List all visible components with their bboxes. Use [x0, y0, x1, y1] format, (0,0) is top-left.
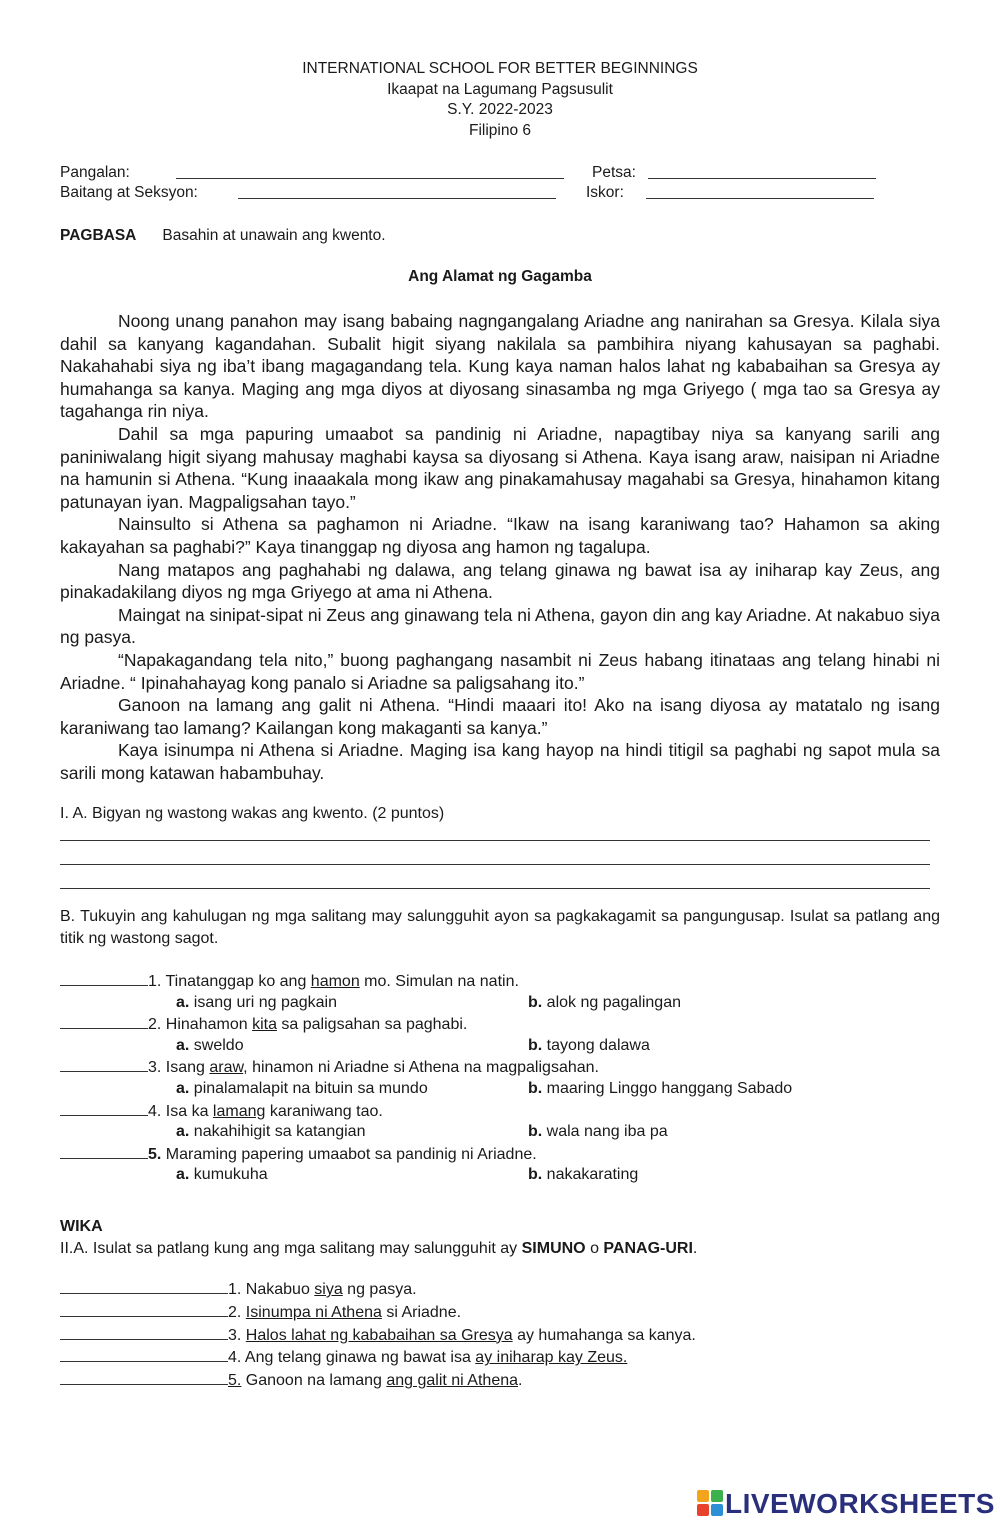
- underlined-word: kita: [252, 1016, 277, 1034]
- question-item: [60, 1100, 940, 1123]
- reading-heading: PAGBASA: [60, 227, 137, 244]
- name-field[interactable]: [176, 178, 564, 179]
- wika-item: 2. Isinumpa ni Athena si Ariadne.: [60, 1301, 696, 1324]
- score-label: Iskor:: [586, 184, 624, 201]
- choices-row: [60, 1079, 940, 1100]
- choice-b: b. alok ng pagalingan: [528, 993, 681, 1011]
- item-number: 1.: [148, 973, 162, 990]
- choice-a: a. isang uri ng pagkain: [176, 993, 337, 1011]
- wika-instruction: II.A. Isulat sa patlang kung ang mga salitang may salungguhit ay SIMUNO o PANAG-URI.: [60, 1240, 698, 1257]
- item-number: 5.: [148, 1145, 162, 1163]
- date-label: Petsa:: [592, 164, 636, 181]
- underlined-word: hamon: [310, 973, 360, 990]
- grade-section-field[interactable]: [238, 198, 556, 199]
- item-text: Tinatanggap ko ang: [161, 973, 311, 990]
- liveworksheets-logo: [697, 1487, 995, 1524]
- item-text: Hinahamon: [161, 1016, 253, 1034]
- answer-blank[interactable]: [60, 1100, 148, 1116]
- item-text: sa paligsahan sa paghabi.: [276, 1016, 468, 1034]
- story-paragraph: Ganoon na lamang ang galit ni Athena. “Hindi maaari ito! Ako na isang diyosa ay matatalo ng isang karaniwang tao lamang? Kailangan kong makaganti sa kanya.”: [60, 695, 940, 738]
- question-item: [60, 970, 940, 993]
- choice-a: a. nakahihigit sa katangian: [176, 1123, 366, 1141]
- item-text: Isang: [161, 1059, 210, 1077]
- underlined-phrase: ang galit ni Athena: [386, 1372, 519, 1390]
- underlined-phrase: Halos lahat ng kababaihan sa Gresya: [245, 1326, 513, 1344]
- answer-blank[interactable]: [60, 1143, 148, 1159]
- school-name: INTERNATIONAL SCHOOL FOR BETTER BEGINNINGS: [302, 60, 698, 77]
- story-paragraph: Kaya isinumpa ni Athena si Ariadne. Maging isa kang hayop na hindi titigil sa paghabi ng sapot mula sa sarili mong katawan habambuhay.: [60, 740, 940, 783]
- choices-row: [60, 1165, 940, 1186]
- answer-line[interactable]: [60, 840, 930, 841]
- wika-item: 3. Halos lahat ng kababaihan sa Gresya ay humahanga sa kanya.: [60, 1324, 696, 1347]
- underlined-word: araw: [209, 1059, 244, 1077]
- story-title: Ang Alamat ng Gagamba: [408, 268, 592, 285]
- item-text: , hinamon ni Ariadne si Athena na magpaligsahan.: [243, 1059, 599, 1077]
- choice-a: a. pinalamalapit na bituin sa mundo: [176, 1079, 428, 1097]
- reading-instruction: [60, 225, 386, 246]
- date-field[interactable]: [648, 178, 876, 179]
- choices-row: [60, 1122, 940, 1143]
- vocabulary-items: [60, 970, 940, 1186]
- question-item: [60, 1013, 940, 1036]
- story-paragraph: Dahil sa mga papuring umaabot sa pandinig ni Ariadne, napagtibay niya sa kanyang sarili ang paniniwalang higit siyang mahusay maghabi kaysa sa diyosang si Athena. Kaya isang araw, naisipan ni Ariadne na hamunin si Athena. “Kung inaaakala mong ikaw ang pinakamahusay magahabi sa Gresya, hinahamon kitang patunayan iyan. Magpaligsahan tayo.”: [60, 423, 940, 512]
- story-paragraph: Maingat na sinipat-sipat ni Zeus ang ginawang tela ni Athena, gayon din ang kay Ariadne. At nakabuo siya ng pasya.: [60, 604, 940, 648]
- choices-row: [60, 1036, 940, 1057]
- item-number: 2.: [148, 1016, 162, 1034]
- name-label: Pangalan:: [60, 164, 130, 181]
- story-paragraph: Nang matapos ang paghahabi ng dalawa, ang telang ginawa ng bawat isa ay iniharap kay Zeus, ang pinakadakilang diyos ng mga Griyego at ama ni Athena.: [60, 559, 940, 603]
- reading-instruction-text: Basahin at unawain ang kwento.: [162, 227, 386, 244]
- answer-blank[interactable]: [60, 1301, 228, 1317]
- story-body: [60, 310, 940, 784]
- part-1a-instruction: I. A. Bigyan ng wastong wakas ang kwento. (2 puntos): [60, 805, 445, 822]
- answer-blank[interactable]: [60, 1013, 148, 1029]
- answer-blank[interactable]: [60, 1369, 228, 1385]
- score-field[interactable]: [646, 198, 874, 199]
- wika-heading: WIKA: [60, 1218, 103, 1235]
- wika-items: [60, 1278, 696, 1392]
- document-header: [60, 59, 940, 141]
- item-text: mo. Simulan na natin.: [359, 973, 519, 990]
- item-number: 3.: [148, 1059, 162, 1077]
- choice-a: a. kumukuha: [176, 1166, 268, 1184]
- wika-item: 5. Ganoon na lamang ang galit ni Athena.: [60, 1369, 696, 1392]
- choice-a: a. sweldo: [176, 1036, 244, 1054]
- item-text: Maraming papering umaabot sa pandinig ni Ariadne.: [161, 1145, 537, 1163]
- exam-title: Ikaapat na Lagumang Pagsusulit: [387, 80, 613, 98]
- choice-b: b. wala nang iba pa: [528, 1123, 668, 1141]
- story-paragraph: Noong unang panahon may isang babaing nagngangalang Ariadne ang nanirahan sa Gresya. Kilala siya dahil sa kanyang kagandahan. Subalit higit siyang nakilala sa pambihira niyang kahusayan sa paghabi. Nakahahabi siya ng iba’t ibang magagandang tela. Kung kaya naman halos lahat ng kababaihan sa Gresya ay humahanga sa kanya. Maging ang mga diyos at diyosang sinasamba ng mga Griyego ( mga tao sa Gresya ay tagahanga rin niya.: [60, 311, 940, 422]
- answer-blank[interactable]: [60, 1056, 148, 1072]
- answer-blank[interactable]: [60, 970, 148, 986]
- identification-block: [60, 163, 940, 203]
- choice-b: b. nakakarating: [528, 1166, 639, 1184]
- answer-blank[interactable]: [60, 1346, 228, 1362]
- liveworksheets-logo-icon: [697, 1490, 723, 1516]
- underlined-phrase: ay iniharap kay Zeus.: [475, 1349, 628, 1367]
- choice-b: b. tayong dalawa: [528, 1036, 650, 1054]
- logo-text: LIVEWORKSHEETS: [725, 1487, 995, 1519]
- underlined-word: lamang: [212, 1102, 266, 1120]
- choices-row: [60, 993, 940, 1014]
- wika-item: 1. Nakabuo siya ng pasya.: [60, 1278, 696, 1301]
- underlined-phrase: siya: [314, 1281, 343, 1298]
- part-1b-instruction: B. Tukuyin ang kahulugan ng mga salitang may salungguhit ayon sa pagkakagamit sa pangungusap. Isulat sa patlang ang titik ng wastong sagot.: [60, 908, 940, 947]
- story-paragraph: “Napakagandang tela nito,” buong paghangang nasambit ni Zeus habang itinataas ang telang hinabi ni Ariadne. “ Ipinahahayag kong panalo si Ariadne sa paligsahang ito.”: [60, 649, 940, 693]
- answer-blank[interactable]: [60, 1278, 228, 1294]
- subject: Filipino 6: [468, 121, 532, 139]
- answer-blank[interactable]: [60, 1324, 228, 1340]
- story-paragraph: Nainsulto si Athena sa paghamon ni Ariadne. “Ikaw na isang karaniwang tao? Hahamon sa aking kakayahan sa paghabi?” Kaya tinanggap ng diyosa ang hamon ng tagalupa.: [60, 514, 940, 557]
- answer-line[interactable]: [60, 888, 930, 889]
- underlined-phrase: Isinumpa ni Athena: [245, 1303, 382, 1321]
- item-text: Isa ka: [161, 1102, 213, 1120]
- wika-item: 4. Ang telang ginawa ng bawat isa ay iniharap kay Zeus.: [60, 1346, 696, 1369]
- school-year: S.Y. 2022-2023: [447, 101, 553, 118]
- question-item: [60, 1056, 940, 1079]
- choice-b: b. maaring Linggo hanggang Sabado: [528, 1079, 793, 1097]
- answer-line[interactable]: [60, 864, 930, 865]
- grade-section-label: Baitang at Seksyon:: [60, 184, 198, 201]
- item-text: karaniwang tao.: [265, 1102, 383, 1120]
- question-item: [60, 1143, 940, 1166]
- item-number: 4.: [148, 1102, 162, 1120]
